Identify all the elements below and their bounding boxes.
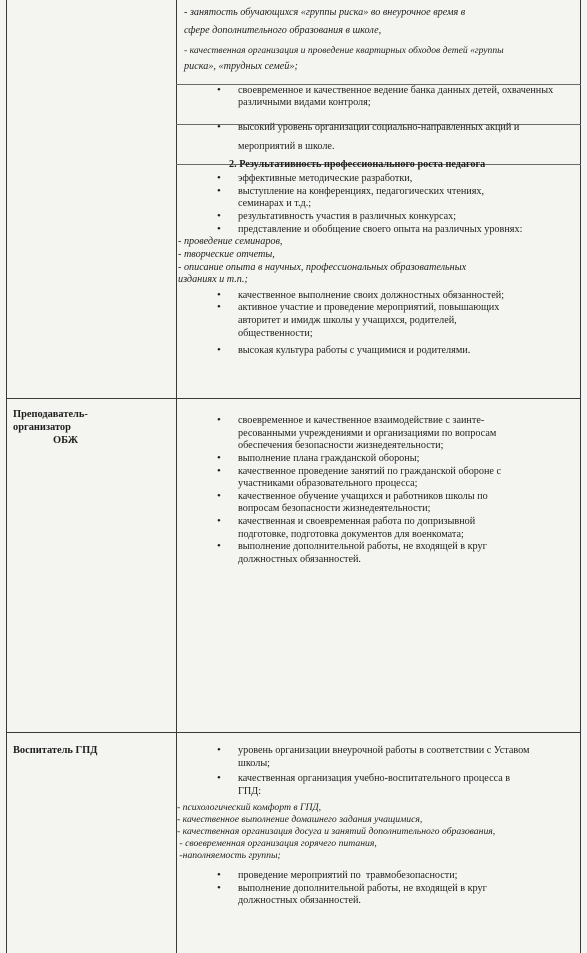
bullet-item: • результативность участия в различных конкурсах; [180, 211, 576, 224]
section-2-text [180, 415, 576, 567]
bullet-item: • высокая культура работы с учащимися и родителями. [180, 345, 576, 358]
bullet-item: • выполнение плана гражданской обороны; [180, 453, 576, 466]
bullet-item: • представление и обобщение своего опыта на различных уровнях: [180, 224, 576, 237]
italic-line: риска», «трудных семей»; [184, 61, 298, 73]
section-heading: 2. Результативность профессионального роста педагога [229, 159, 486, 171]
row-divider-1 [6, 398, 581, 399]
section-3-italic [177, 802, 581, 862]
italic-line: - проведение семинаров, [178, 236, 283, 248]
italic-line: - описание опыта в научных, профессиональных образовательных [178, 261, 467, 273]
italic-line: сфере дополнительного образования в школе, [184, 24, 382, 36]
bullet-item: • уровень организации внеурочной работы в соответствии с Уставом школы; [180, 745, 576, 770]
bullet-item: • активное участие и проведение мероприятий, повышающих авторитет и имидж школы у учащихся, родителей, общественности; [180, 302, 576, 340]
role-obzh [13, 408, 88, 447]
bullet-item: • своевременное и качественное ведение банка данных детей, охваченных различными видами контроля; [180, 85, 576, 110]
italic-line: изданиях и т.п.; [178, 274, 248, 286]
row-divider-2 [6, 732, 581, 733]
italic-line: - качественная организация досуга и занятий дополнительного образования, [177, 826, 496, 838]
role-gpd: Воспитатель ГПД [13, 745, 98, 756]
italic-line: - качественная организация и проведение квартирных обходов детей «группы [184, 45, 504, 57]
bullet-item: • выступление на конференциях, педагогических чтениях, семинарах и т.д.; [180, 186, 576, 211]
italic-line: -наполняемость группы; [177, 850, 281, 862]
italic-line: - творческие отчеты, [178, 248, 275, 260]
bullet-item: • проведение мероприятий по травмобезопасности; [180, 870, 576, 883]
bullet-item: • качественное обучение учащихся и работников школы по вопросам безопасности жизнедеятельности; [180, 491, 576, 516]
italic-line: - психологический комфорт в ГПД, [177, 802, 322, 813]
italic-line: - занятость обучающихся «группы риска» во внеурочное время в [184, 7, 466, 18]
bullet-item: • высокий уровень организации социально-направленных акций и мероприятий в школе. [180, 122, 576, 153]
italic-line: - своевременная организация горячего питания, [177, 838, 377, 850]
section-1-text [180, 7, 576, 358]
bullet-item: • качественное проведение занятий по гражданской обороне с участниками образовательного процесса; [180, 466, 576, 491]
section-3-text [180, 745, 576, 799]
role-line: организатор [13, 422, 71, 433]
bullet-item: • эффективные методические разработки, [180, 173, 576, 186]
bullet-item: • качественная организация учебно-воспитательного процесса в ГПД: [180, 773, 576, 798]
bullet-item: • выполнение дополнительной работы, не входящей в круг должностных обязанностей. [180, 883, 576, 908]
section-3-text-b [180, 870, 576, 908]
table-border-left [6, 0, 7, 953]
bullet-item: • выполнение дополнительной работы, не входящей в круг должностных обязанностей. [180, 541, 576, 566]
italic-line: - качественное выполнение домашнего задания учащимися, [177, 814, 423, 826]
role-line: ОБЖ [53, 435, 78, 446]
bullet-item: • качественная и своевременная работа по допризывной подготовке, подготовка документов для военкомата; [180, 516, 576, 541]
bullet-item: • качественное выполнение своих должностных обязанностей; [180, 290, 576, 303]
role-line: Преподаватель- [13, 409, 88, 420]
bullet-item: • своевременное и качественное взаимодействие с заинте- ресованными учреждениями и организациями по вопросам обеспечения безопасности жизнедеятельности; [180, 415, 576, 453]
